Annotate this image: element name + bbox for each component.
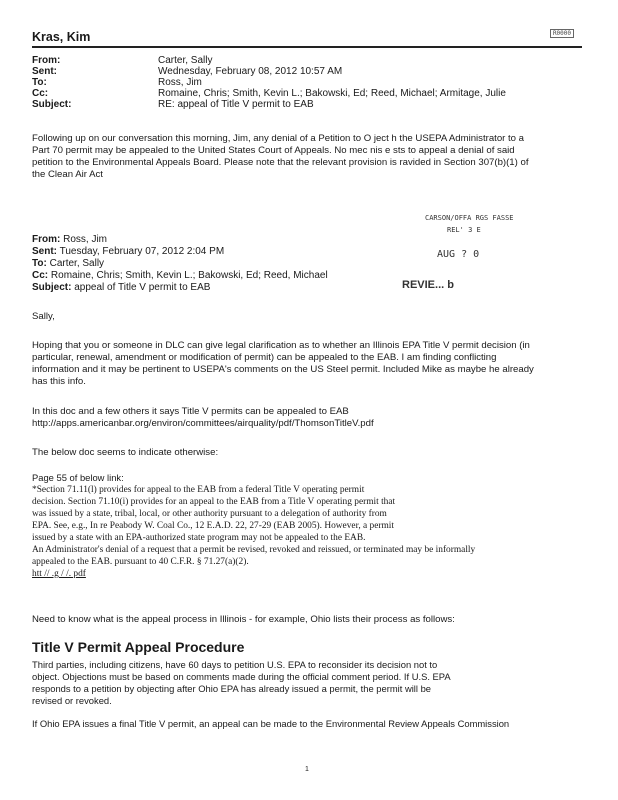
orig-cc [32,270,328,281]
text-line: object. Objections must be based on comments made during the official comment period. If U.S. EPA [32,671,451,682]
received-stamp-line: REL' 3 E [447,226,481,234]
excerpt-line: decision. Section 71.10(i) provides for an appeal to the EAB from a Title V operating permit that [32,497,396,507]
text-line: responds to a petition by objecting after Ohio EPA has already issued a permit, the permit will be [32,683,431,694]
received-stamp-date: AUG ? 0 [437,249,480,260]
orig-to [32,258,104,269]
from-label: From: [32,55,61,66]
text-line: particular, renewal, amendment or modification of permit) can be appealed to the EAB. I am finding conflicting [32,352,497,363]
orig-subject-value: appeal of Title V permit to EAB [74,282,211,293]
text-line: the Clean Air Act [32,169,103,180]
orig-cc-value: Romaine, Chris; Smith, Kevin L.; Bakowski, Ed; Reed, Michael [50,270,328,281]
sent-label: Sent: [32,66,57,77]
cc-value: Romaine, Chris; Smith, Kevin L.; Bakowski, Ed; Reed, Michael; Armitage, Julie [158,88,506,99]
orig-to-label: To: [32,258,47,269]
excerpt-line: *Section 71.11(l) provides for appeal to the EAB from a federal Title V operating permit [32,485,365,495]
sender-name: Kras, Kim [32,30,91,44]
orig-to-value: Carter, Sally [49,258,105,269]
from-value: Carter, Sally [158,55,213,66]
below-doc-line: The below doc seems to indicate otherwise: [32,447,219,458]
excerpt-line: issued by a state with an EPA-authorized state program may not be appealed to the EAB. [32,533,366,543]
excerpt-line: Page 55 of below link: [32,472,124,483]
doc-line: In this doc and a few others it says Title V permits can be appealed to EAB [32,406,349,417]
orig-subject-label: Subject: [32,282,72,293]
orig-sent-value: Tuesday, February 07, 2012 2:04 PM [59,246,225,257]
orig-sent [32,246,224,257]
final-line: If Ohio EPA issues a final Title V permit, an appeal can be made to the Environmental Review Appeals Commission [32,718,510,729]
to-value: Ross, Jim [158,77,202,88]
orig-from-label: From: [32,234,61,245]
received-stamp-line: CARSON/OFFA RGS FASSE [425,214,514,222]
orig-from [32,234,107,245]
text-line: Following up on our conversation this morning, Jim, any denial of a Petition to O ject h the USEPA Administrator to a [32,133,525,144]
subject-value: RE: appeal of Title V permit to EAB [158,99,314,110]
text-line: petition to the Environmental Appeals Board. Please note that the relevant provision is ravided in Section 307(b)(1) of [32,157,529,168]
subject-label: Subject: [32,99,72,110]
cc-label: Cc: [32,88,49,99]
reviewed-stamp: REVIE... b [402,279,454,291]
text-line: Third parties, including citizens, have 60 days to petition U.S. EPA to reconsider its decision not to [32,659,438,670]
text-line: information and it may be pertinent to USEPA's comments on the US Steel permit. Included Mike as maybe he already [32,364,534,375]
excerpt-line: appealed to the EAB. pursuant to 40 C.F.R. § 71.27(a)(2). [32,557,249,567]
doc-link[interactable]: http://apps.americanbar.org/environ/committees/airquality/pdf/ThomsonTitleV.pdf [32,418,374,429]
excerpt-link[interactable]: htt // .g / /. pdf [32,569,86,579]
section-title: Title V Permit Appeal Procedure [32,639,245,655]
text-line: Hoping that you or someone in DLC can give legal clarification as to whether an Illinois EPA Title V permit decision (in [32,340,530,351]
need-line: Need to know what is the appeal process in Illinois - for example, Ohio lists their process as follows: [32,614,455,625]
orig-from-value: Ross, Jim [63,234,108,245]
text-line: Part 70 permit may be appealed to the United States Court of Appeals. No mec nis e sts to appeal a denial of said [32,145,515,156]
to-label: To: [32,77,47,88]
bates-stamp: R0000 [550,29,574,38]
excerpt-line: was issued by a state, tribal, local, or other authority pursuant to a delegation of authority from [32,509,387,519]
sent-value: Wednesday, February 08, 2012 10:57 AM [158,66,343,77]
greeting: Sally, [32,311,55,322]
excerpt-line: An Administrator's denial of a request that a permit be revised, revoked and reissued, or terminated may be informally [32,545,476,555]
orig-cc-label: Cc: [32,270,49,281]
page-number: 1 [305,766,309,773]
orig-subject [32,282,210,293]
excerpt-line: EPA. See, e.g., In re Peabody W. Coal Co., 12 E.A.D. 22, 27-29 (EAB 2005). However, a permit [32,521,394,531]
text-line: revised or revoked. [32,695,112,706]
orig-sent-label: Sent: [32,246,57,257]
text-line: has this info. [32,376,86,387]
header-rule [32,46,582,48]
